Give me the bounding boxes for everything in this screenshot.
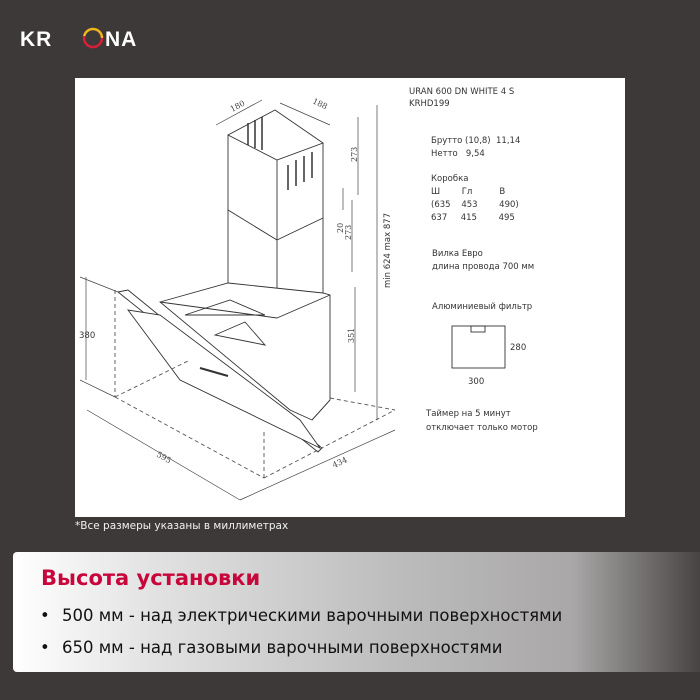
filter-title: Алюминиевый фильтр [432,302,533,312]
install-item-text: 650 мм - над газовыми варочными поверхностями [62,638,503,657]
timer-note-2: отключает только мотор [426,423,538,433]
dim-total-height: min 624 max 877 [383,212,393,288]
install-item-text: 500 мм - над электрическими варочными поверхностями [62,606,563,625]
dim-273-lower: 273 [344,224,353,240]
drawing-panel [75,78,625,517]
cord-length: длина провода 700 мм [432,262,535,272]
model-code: KRHD199 [409,99,450,109]
dim-380: 380 [79,331,96,341]
krona-logo [20,24,160,50]
install-title: Высота установки [41,566,261,590]
hood-drawing [75,78,625,517]
dim-20: 20 [336,222,345,233]
net-weight: Нетто 9,54 [431,149,485,159]
units-caption: *Все размеры указаны в миллиметрах [75,520,289,532]
model-name: URAN 600 DN WHITE 4 S [409,87,515,97]
bullet-icon: • [40,606,50,625]
filter-height: 280 [510,343,527,353]
box-row-2: 637 415 495 [431,213,515,223]
box-row-1: (635 453 490) [431,200,519,210]
dim-351: 351 [347,327,356,343]
plug-type: Вилка Евро [432,249,483,259]
install-list [40,602,562,666]
bullet-icon: • [40,638,50,657]
dim-180: 180 [228,98,247,114]
dim-595: 595 [155,449,173,466]
list-item [40,602,562,634]
timer-note-1: Таймер на 5 минут [426,409,511,419]
box-header: Ш Гл В [431,187,506,197]
box-title: Коробка [431,174,469,184]
install-height-panel [13,552,700,672]
gross-weight: Брутто (10,8) 11,14 [431,136,521,146]
dim-434: 434 [331,455,349,470]
filter-width: 300 [468,377,485,387]
dim-188: 188 [311,96,329,112]
svg-text:NA: NA [105,28,138,50]
list-item [40,634,562,666]
dim-273-upper: 273 [350,146,359,162]
svg-text:KR: KR [20,28,53,50]
